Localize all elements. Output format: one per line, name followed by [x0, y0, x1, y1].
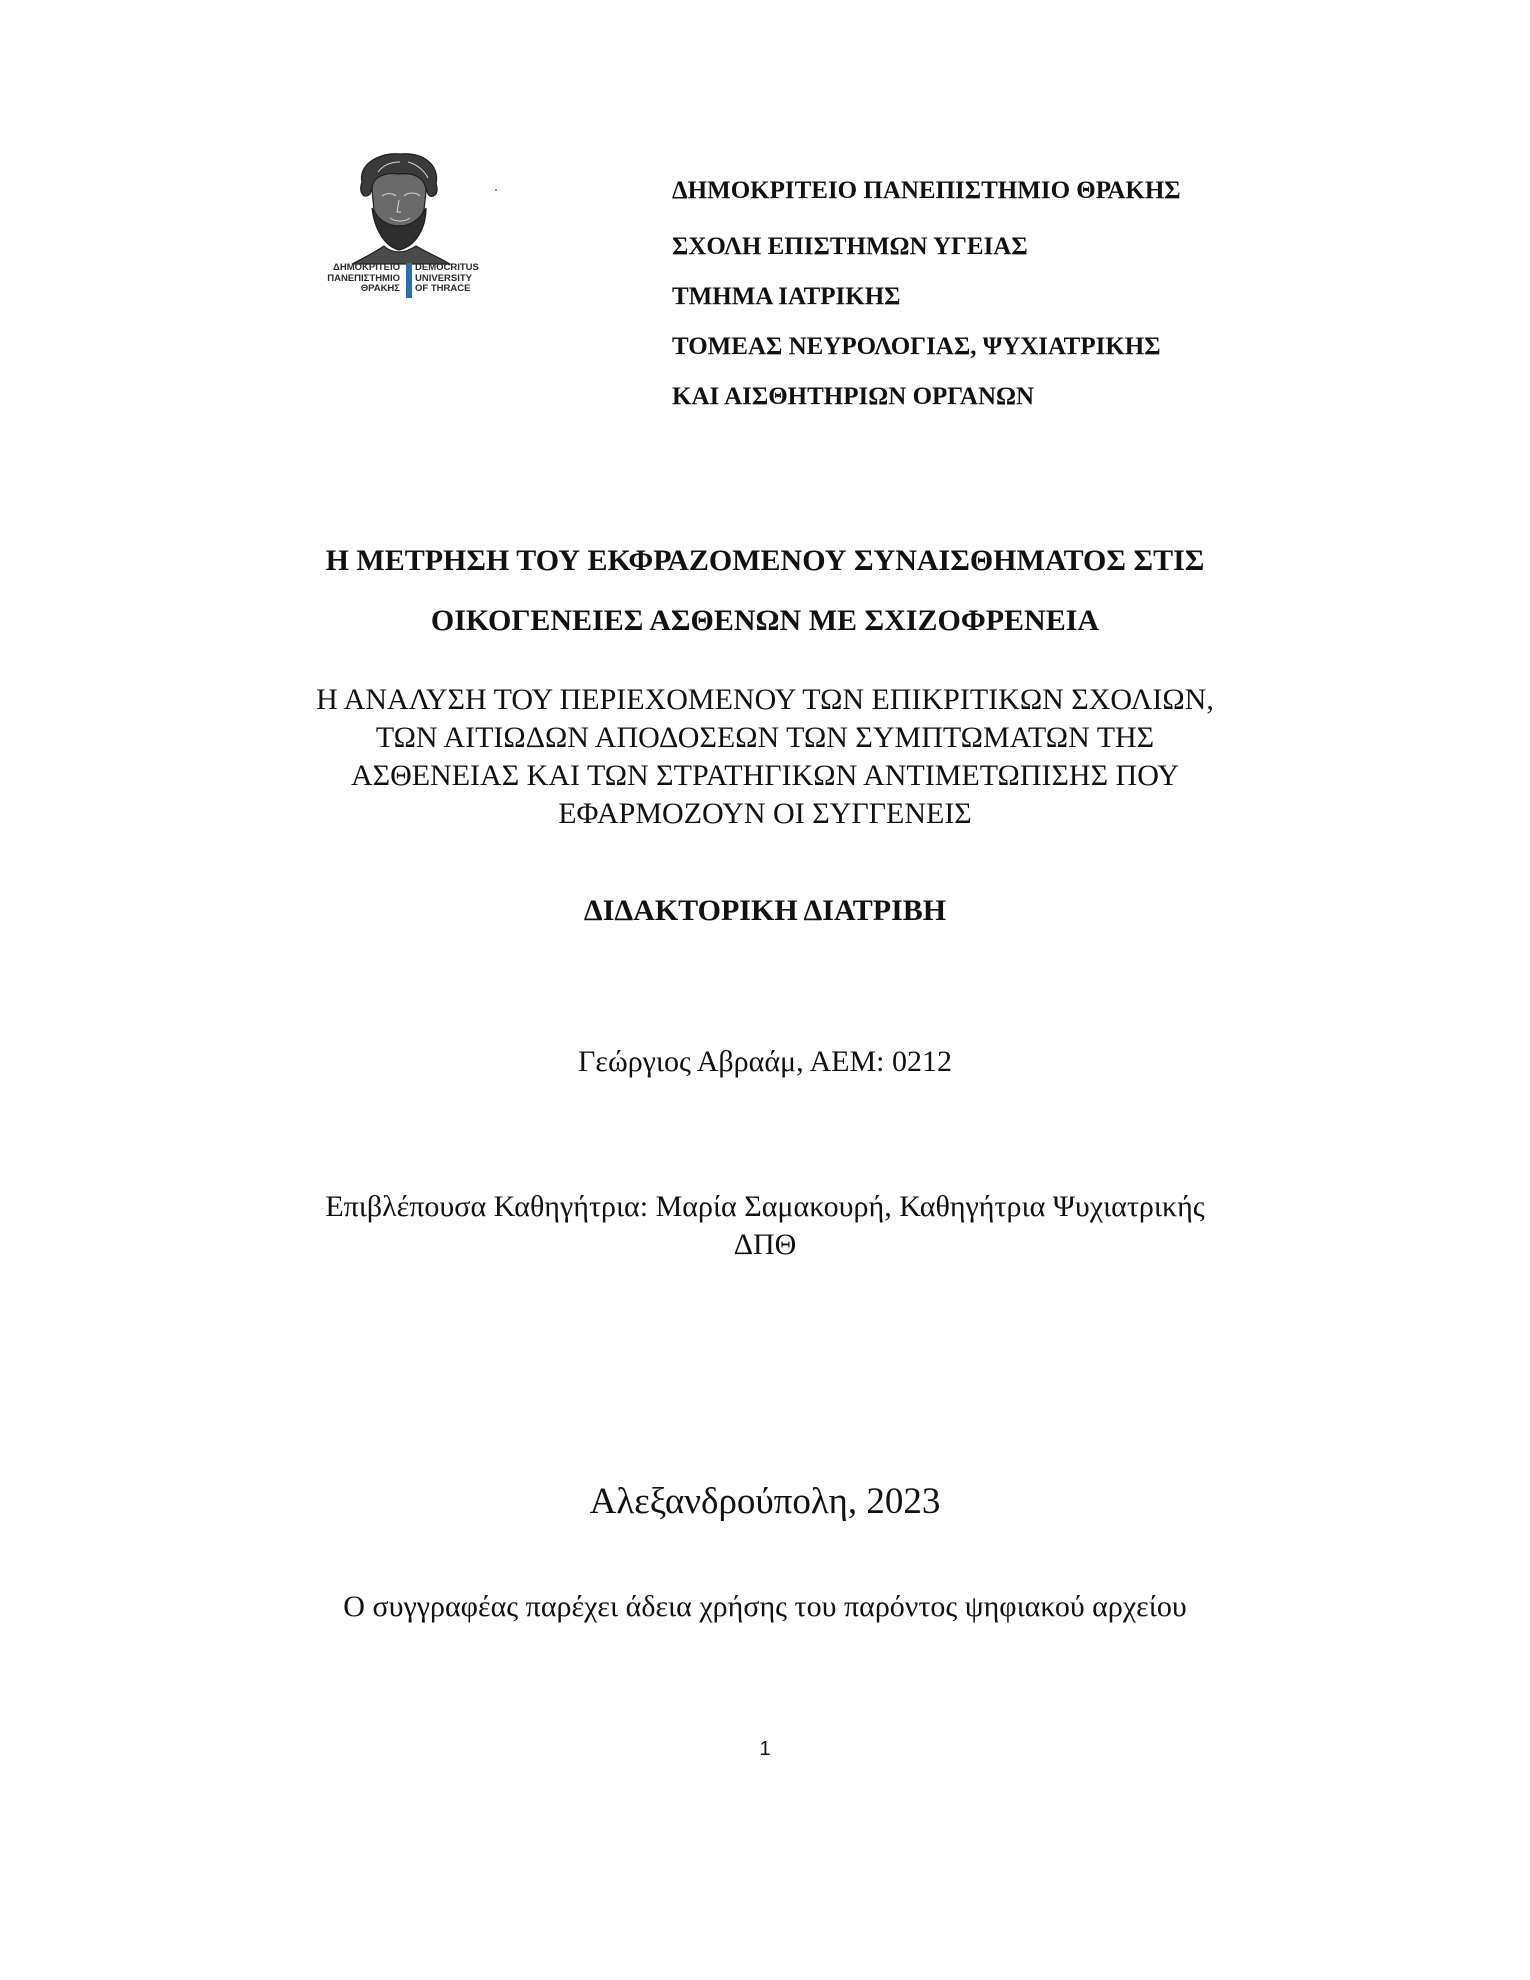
- sector-name-line2: ΚΑΙ ΑΙΣΘΗΤΗΡΙΩΝ ΟΡΓΑΝΩΝ: [672, 383, 1035, 410]
- thesis-title-line1: Η ΜΕΤΡΗΣΗ ΤΟΥ ΕΚΦΡΑΖΟΜΕΝΟΥ ΣΥΝΑΙΣΘΗΜΑΤΟΣ ΣΤΙΣ: [325, 544, 1205, 577]
- supervisor-line2: ΔΠΘ: [733, 1228, 797, 1261]
- department-name: ΤΜΗΜΑ ΙΑΤΡΙΚΗΣ: [672, 283, 901, 310]
- thesis-title-line2: ΟΙΚΟΓΕΝΕΙΕΣ ΑΣΘΕΝΩΝ ΜΕ ΣΧΙΖΟΦΡΕΝΕΙΑ: [430, 604, 1100, 637]
- sector-name-line1: ΤΟΜΕΑΣ ΝΕΥΡΟΛΟΓΙΑΣ, ΨΥΧΙΑΤΡΙΚΗΣ: [672, 333, 1161, 360]
- logo-text-greek: ΔΗΜΟΚΡΙΤΕΙΟ ΠΑΝΕΠΙΣΤΗΜΙΟ ΘΡΑΚΗΣ: [327, 262, 400, 294]
- logo-text-english: DEMOCRITUS UNIVERSITY OF THRACE: [415, 262, 479, 294]
- author-line: Γεώργιος Αβραάμ, ΑΕΜ: 0212: [578, 1045, 952, 1078]
- university-name: ΔΗΜΟΚΡΙΤΕΙΟ ΠΑΝΕΠΙΣΤΗΜΙΟ ΘΡΑΚΗΣ: [672, 177, 1181, 204]
- subtitle-line2: ΤΩΝ ΑΙΤΙΩΔΩΝ ΑΠΟΔΟΣΕΩΝ ΤΩΝ ΣΥΜΠΤΩΜΑΤΩΝ ΤΗΣ: [375, 721, 1155, 754]
- supervisor-line1: Επιβλέπουσα Καθηγήτρια: Μαρία Σαμακουρή, Καθηγήτρια Ψυχιατρικής: [325, 1190, 1205, 1223]
- subtitle-line1: Η ΑΝΑΛΥΣΗ ΤΟΥ ΠΕΡΙΕΧΟΜΕΝΟΥ ΤΩΝ ΕΠΙΚΡΙΤΙΚΩΝ ΣΧΟΛΙΩΝ,: [316, 683, 1214, 716]
- logo-divider-bar: [406, 263, 412, 298]
- page-number: 1: [759, 1738, 771, 1760]
- school-name: ΣΧΟΛΗ ΕΠΙΣΤΗΜΩΝ ΥΓΕΙΑΣ: [672, 233, 1028, 260]
- democritus-bust-icon: [300, 150, 510, 265]
- license-statement: Ο συγγραφέας παρέχει άδεια χρήσης του παρόντος ψηφιακού αρχείου: [343, 1590, 1187, 1623]
- thesis-type: ΔΙΔΑΚΤΟΡΙΚΗ ΔΙΑΤΡΙΒΗ: [583, 894, 947, 927]
- place-year: Αλεξανδρούπολη, 2023: [589, 1481, 941, 1522]
- subtitle-line4: ΕΦΑΡΜΟΖΟΥΝ ΟΙ ΣΥΓΓΕΝΕΙΣ: [558, 797, 972, 830]
- university-logo: [300, 150, 510, 310]
- subtitle-line3: ΑΣΘΕΝΕΙΑΣ ΚΑΙ ΤΩΝ ΣΤΡΑΤΗΓΙΚΩΝ ΑΝΤΙΜΕΤΩΠΙΣΗΣ ΠΟΥ: [350, 759, 1180, 792]
